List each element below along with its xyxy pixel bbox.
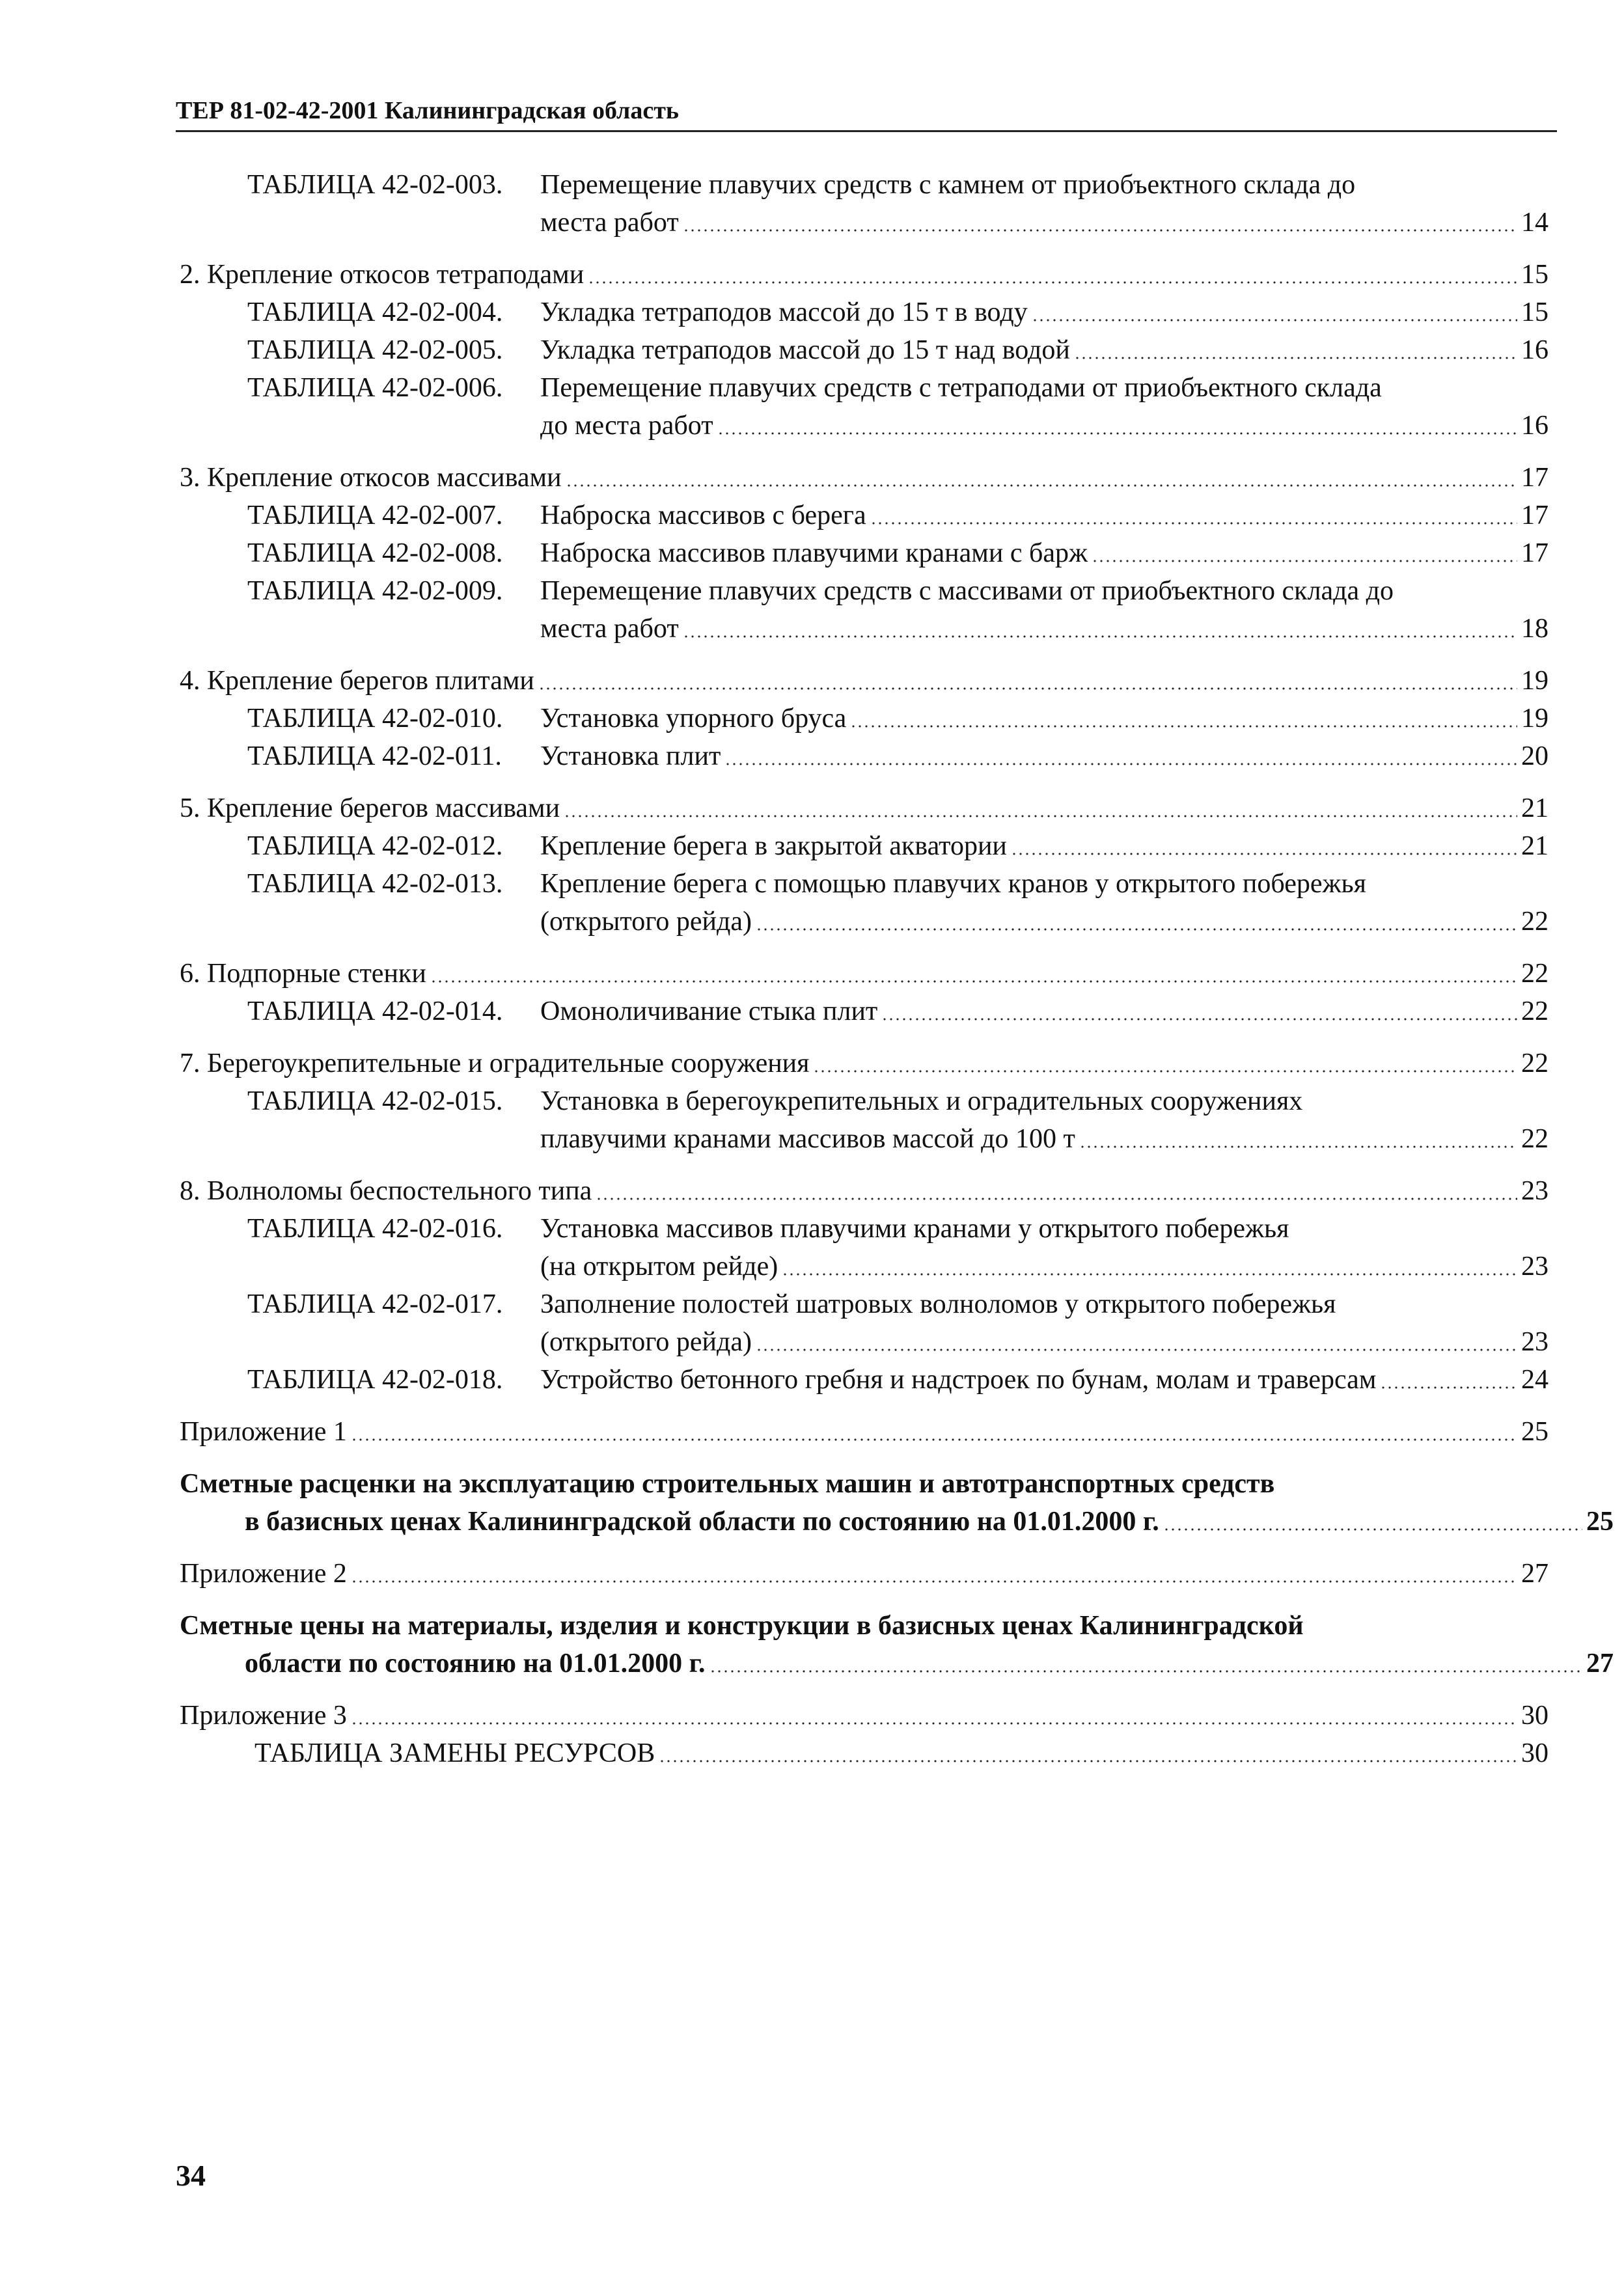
dot-leader — [430, 978, 1517, 985]
title-last-line-row — [540, 737, 1548, 775]
title-last-line-row — [540, 497, 1548, 534]
table-code: ТАБЛИЦА 42-02-008. — [247, 538, 503, 568]
section-title-text: 4. Крепление берегов плитами — [180, 666, 534, 696]
toc-appendix-title[interactable] — [180, 1607, 1614, 1682]
title-line: Сметные цены на материалы, изделия и конструкции в базисных ценах Калининградской — [180, 1611, 1304, 1641]
table-title — [540, 572, 1548, 648]
title-last-line-text: Наброска массивов плавучими кранами с барж — [540, 538, 1088, 568]
title-line: Перемещение плавучих средств с камнем от приобъектного склада до — [540, 170, 1356, 200]
page-ref: 20 — [1521, 741, 1548, 771]
dot-leader — [724, 761, 1517, 767]
toc-table-entry[interactable] — [180, 1285, 1548, 1361]
dot-leader — [1032, 317, 1517, 323]
title-last-line-text: Установка плит — [540, 741, 721, 771]
dot-leader — [564, 813, 1517, 819]
title-line: Установка массивов плавучими кранами у открытого побережья — [540, 1214, 1289, 1244]
section-title-text: Приложение 2 — [180, 1559, 347, 1589]
dot-leader — [1092, 558, 1517, 564]
dot-leader — [1011, 851, 1517, 857]
dot-leader — [782, 1271, 1517, 1278]
dot-leader — [1074, 355, 1517, 361]
section-title-text: 8. Волноломы беспостельного типа — [180, 1176, 592, 1206]
page-ref: 21 — [1521, 793, 1548, 823]
section-title-text: 3. Крепление откосов массивами — [180, 463, 562, 493]
dot-leader — [756, 1347, 1517, 1353]
title-line: Сметные расценки на эксплуатацию строительных машин и автотранспортных средств — [180, 1469, 1275, 1499]
page-ref: 22 — [1521, 996, 1548, 1026]
table-of-contents — [180, 166, 1614, 1772]
title-last-line-row — [540, 294, 1548, 331]
title-line: Заполнение полостей шатровых волноломов у открытого побережья — [540, 1289, 1336, 1319]
table-code: ТАБЛИЦА 42-02-006. — [247, 373, 503, 403]
toc-table-entry[interactable] — [180, 1361, 1548, 1399]
table-code: ТАБЛИЦА 42-02-014. — [247, 996, 503, 1026]
title-last-line-text: Укладка тетраподов массой до 15 т в воду — [540, 297, 1028, 327]
title-last-line-row — [540, 903, 1548, 940]
toc-section[interactable] — [180, 955, 1548, 993]
title-last-line-text: (на открытом рейде) — [540, 1252, 778, 1282]
title-last-line-text: области по состоянию на 01.01.2000 г. — [245, 1649, 706, 1679]
table-code: ТАБЛИЦА 42-02-010. — [247, 704, 503, 733]
section-title-row — [180, 459, 1548, 497]
page-ref: 16 — [1521, 411, 1548, 441]
section-title-row — [180, 662, 1548, 700]
table-code: ТАБЛИЦА 42-02-003. — [247, 170, 503, 200]
page-number: 34 — [176, 2159, 206, 2192]
table-title — [540, 1361, 1548, 1399]
dot-leader — [1163, 1526, 1582, 1533]
dot-leader — [659, 1758, 1517, 1764]
title-line: Установка в берегоукрепительных и оградительных сооружениях — [540, 1086, 1303, 1116]
dot-leader — [566, 482, 1517, 489]
toc-section[interactable] — [180, 662, 1548, 700]
page-ref: 30 — [1521, 1701, 1548, 1731]
section-title-text: Приложение 3 — [180, 1701, 347, 1731]
toc-table-entry[interactable] — [180, 993, 1548, 1030]
page-ref: 23 — [1521, 1252, 1548, 1282]
page-ref: 25 — [1586, 1507, 1614, 1537]
page-ref: 19 — [1521, 704, 1548, 733]
title-last-line-row — [540, 1361, 1548, 1399]
title-last-line-text: Крепление берега в закрытой акватории — [540, 831, 1007, 861]
sub-title-row — [255, 1734, 1548, 1772]
toc-table-entry[interactable] — [180, 572, 1548, 648]
section-title-row — [180, 1172, 1548, 1210]
toc-table-entry[interactable] — [180, 369, 1548, 445]
dot-leader — [870, 520, 1517, 527]
toc-section[interactable] — [180, 459, 1548, 497]
section-title-text: 2. Крепление откосов тетраподами — [180, 260, 585, 290]
table-title — [540, 700, 1548, 737]
toc-table-entry[interactable] — [180, 737, 1548, 775]
toc-sub-entry[interactable] — [180, 1734, 1548, 1772]
toc-appendix-title[interactable] — [180, 1465, 1614, 1541]
dot-leader — [351, 1578, 1517, 1585]
dot-leader — [717, 430, 1517, 437]
page-ref: 15 — [1521, 260, 1548, 290]
table-title — [540, 331, 1548, 369]
page-ref: 23 — [1521, 1176, 1548, 1206]
page-ref: 17 — [1521, 463, 1548, 493]
page-ref: 17 — [1521, 500, 1548, 530]
table-title — [540, 534, 1548, 572]
title-last-line-text: в базисных ценах Калининградской области по состоянию на 01.01.2000 г. — [245, 1507, 1159, 1537]
title-last-line-row — [540, 204, 1548, 241]
page-ref: 30 — [1521, 1738, 1548, 1768]
title-last-line-text: до места работ — [540, 411, 713, 441]
title-last-line-row — [540, 610, 1548, 648]
section-title-text: 5. Крепление берегов массивами — [180, 793, 560, 823]
toc-table-entry[interactable] — [180, 1210, 1548, 1285]
running-header: ТЕР 81-02-42-2001 Калининградская область — [176, 96, 1557, 132]
toc-table-entry[interactable] — [180, 294, 1548, 331]
table-code: ТАБЛИЦА 42-02-016. — [247, 1214, 503, 1244]
table-code: ТАБЛИЦА 42-02-018. — [247, 1365, 503, 1395]
section-title-row — [180, 1045, 1548, 1082]
section-title-text: 6. Подпорные стенки — [180, 959, 426, 989]
table-code: ТАБЛИЦА 42-02-005. — [247, 335, 503, 365]
page-ref: 25 — [1521, 1417, 1548, 1447]
table-code: ТАБЛИЦА 42-02-012. — [247, 831, 503, 861]
toc-section[interactable] — [180, 1172, 1548, 1210]
table-title — [540, 1082, 1548, 1158]
page-ref: 27 — [1586, 1649, 1614, 1679]
table-code: ТАБЛИЦА 42-02-007. — [247, 500, 503, 530]
title-last-line-text: Установка упорного бруса — [540, 704, 847, 733]
page-ref: 22 — [1521, 959, 1548, 989]
toc-table-entry[interactable] — [180, 166, 1548, 241]
table-code: ТАБЛИЦА 42-02-013. — [247, 869, 503, 899]
toc-section[interactable] — [180, 789, 1548, 827]
table-title — [540, 166, 1548, 241]
title-last-line-row — [540, 1120, 1548, 1158]
dot-leader — [709, 1668, 1583, 1675]
section-title-row — [180, 789, 1548, 827]
page-ref: 17 — [1521, 538, 1548, 568]
title-last-line-row — [540, 407, 1548, 445]
title-last-line-row — [180, 1503, 1614, 1541]
title-last-line-row — [540, 1323, 1548, 1361]
table-title — [540, 827, 1548, 865]
page-ref: 24 — [1521, 1365, 1548, 1395]
dot-leader — [683, 633, 1517, 640]
table-title — [540, 865, 1548, 940]
page-ref: 19 — [1521, 666, 1548, 696]
section-title-row — [180, 955, 1548, 993]
toc-table-entry[interactable] — [180, 827, 1548, 865]
title-last-line-row — [540, 993, 1548, 1030]
table-code: ТАБЛИЦА 42-02-009. — [247, 576, 503, 606]
title-last-line-text: (открытого рейда) — [540, 907, 752, 937]
toc-section[interactable] — [180, 1413, 1548, 1451]
title-last-line-text: Укладка тетраподов массой до 15 т над водой — [540, 335, 1070, 365]
page-ref: 23 — [1521, 1327, 1548, 1357]
toc-table-entry[interactable] — [180, 497, 1548, 534]
dot-leader — [351, 1436, 1517, 1443]
title-last-line-row — [540, 534, 1548, 572]
table-code: ТАБЛИЦА 42-02-004. — [247, 297, 503, 327]
table-title — [540, 497, 1548, 534]
title-line: Перемещение плавучих средств с массивами от приобъектного склада до — [540, 576, 1394, 606]
table-code: ТАБЛИЦА 42-02-011. — [247, 741, 502, 771]
toc-section[interactable] — [180, 1555, 1548, 1593]
page-ref: 22 — [1521, 1049, 1548, 1078]
title-line: Крепление берега с помощью плавучих кранов у открытого побережья — [540, 869, 1366, 899]
title-last-line-text: Устройство бетонного гребня и надстроек по бунам, молам и траверсам — [540, 1365, 1377, 1395]
dot-leader — [588, 279, 1517, 286]
sub-title-text: ТАБЛИЦА ЗАМЕНЫ РЕСУРСОВ — [255, 1738, 655, 1768]
table-title — [540, 369, 1548, 445]
dot-leader — [881, 1016, 1517, 1022]
title-last-line-text: Омоноличивание стыка плит — [540, 996, 878, 1026]
title-line: Перемещение плавучих средств с тетраподами от приобъектного склада — [540, 373, 1382, 403]
dot-leader — [1079, 1144, 1517, 1150]
dot-leader — [850, 723, 1517, 730]
dot-leader — [1380, 1384, 1517, 1391]
dot-leader — [813, 1068, 1517, 1075]
toc-table-entry[interactable] — [180, 331, 1548, 369]
table-title — [540, 1285, 1548, 1361]
toc-table-entry[interactable] — [180, 700, 1548, 737]
page-ref: 14 — [1521, 208, 1548, 238]
page-ref: 18 — [1521, 614, 1548, 644]
page-ref: 27 — [1521, 1559, 1548, 1589]
dot-leader — [756, 926, 1517, 933]
section-title-row — [180, 1697, 1548, 1734]
page-ref: 16 — [1521, 335, 1548, 365]
section-title-text: 7. Берегоукрепительные и оградительные сооружения — [180, 1049, 810, 1078]
page-ref: 15 — [1521, 297, 1548, 327]
table-title — [540, 737, 1548, 775]
title-last-line-text: плавучими кранами массивов массой до 100 т — [540, 1124, 1075, 1154]
title-last-line-text: места работ — [540, 208, 679, 238]
title-last-line-text: Наброска массивов с берега — [540, 500, 866, 530]
table-title — [540, 993, 1548, 1030]
section-title-row — [180, 1413, 1548, 1451]
toc-section[interactable] — [180, 1045, 1548, 1082]
dot-leader — [683, 227, 1517, 234]
title-last-line-row — [540, 700, 1548, 737]
section-title-row — [180, 1555, 1548, 1593]
dot-leader — [538, 685, 1517, 692]
page-ref: 22 — [1521, 1124, 1548, 1154]
title-last-line-row — [540, 1248, 1548, 1285]
page-ref: 22 — [1521, 907, 1548, 937]
dot-leader — [596, 1196, 1517, 1202]
table-title — [540, 294, 1548, 331]
section-title-text: Приложение 1 — [180, 1417, 347, 1447]
table-title — [540, 1210, 1548, 1285]
title-last-line-text: места работ — [540, 614, 679, 644]
title-last-line-row — [540, 827, 1548, 865]
section-title-row — [180, 256, 1548, 294]
table-code: ТАБЛИЦА 42-02-017. — [247, 1289, 503, 1319]
toc-table-entry[interactable] — [180, 1082, 1548, 1158]
title-last-line-row — [180, 1645, 1614, 1682]
table-code: ТАБЛИЦА 42-02-015. — [247, 1086, 503, 1116]
toc-section[interactable] — [180, 1697, 1548, 1734]
toc-table-entry[interactable] — [180, 534, 1548, 572]
title-last-line-row — [540, 331, 1548, 369]
dot-leader — [351, 1720, 1517, 1727]
toc-table-entry[interactable] — [180, 865, 1548, 940]
title-last-line-text: (открытого рейда) — [540, 1327, 752, 1357]
page-ref: 21 — [1521, 831, 1548, 861]
toc-section[interactable] — [180, 256, 1548, 294]
